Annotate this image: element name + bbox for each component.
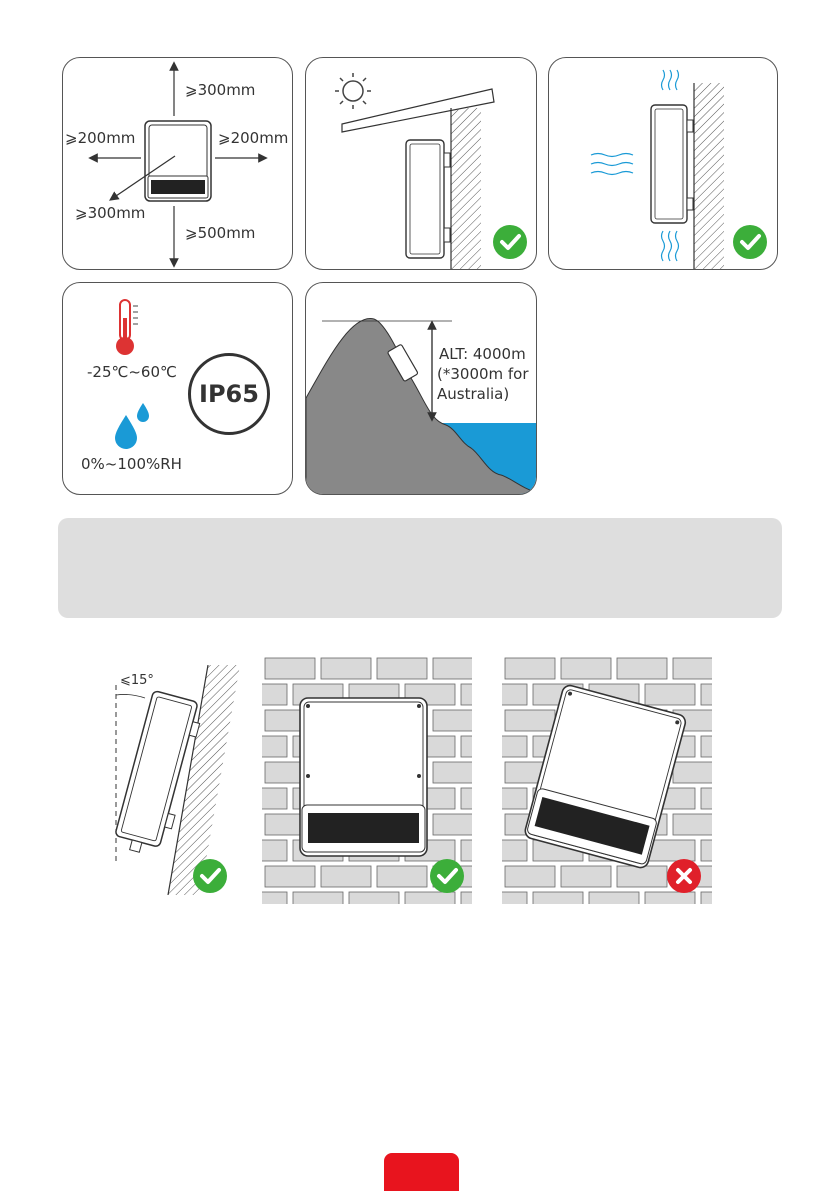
clearance-top-label: ⩾300mm [185,81,256,99]
sun-icon [335,73,371,109]
upright-figure [262,656,472,904]
check-icon [193,859,227,893]
tilt-figure [100,665,250,895]
humidity-range: 0%~100%RH [81,455,182,473]
clearance-front-label: ⩾300mm [75,204,146,222]
check-icon [493,225,527,259]
ip-rating-badge [188,353,270,435]
note-box [58,518,782,618]
tilted-figure [502,656,712,904]
check-icon [733,225,767,259]
altitude-line1: ALT: 4000m [439,345,526,363]
tilt-diagram [100,665,250,895]
environment-panel [62,282,293,495]
thermometer-icon [111,298,141,358]
ventilation-panel [548,57,778,270]
clearance-diagram [63,58,293,270]
clearance-left-label: ⩾200mm [65,129,136,147]
page-marker-tab [384,1153,459,1191]
altitude-line2: (*3000m for [437,365,529,383]
clearance-panel [62,57,293,270]
altitude-line3: Australia) [437,385,510,403]
clearance-right-label: ⩾200mm [218,129,289,147]
temperature-range: -25℃~60℃ [87,363,177,381]
tilt-angle-label: ⩽15° [120,673,154,688]
ip-rating-label: IP65 [199,380,259,408]
water-drop-icon [111,401,156,451]
clearance-bottom-label: ⩾500mm [185,224,256,242]
altitude-panel [305,282,537,495]
cross-icon [667,859,701,893]
shade-panel [305,57,537,270]
check-icon [430,859,464,893]
